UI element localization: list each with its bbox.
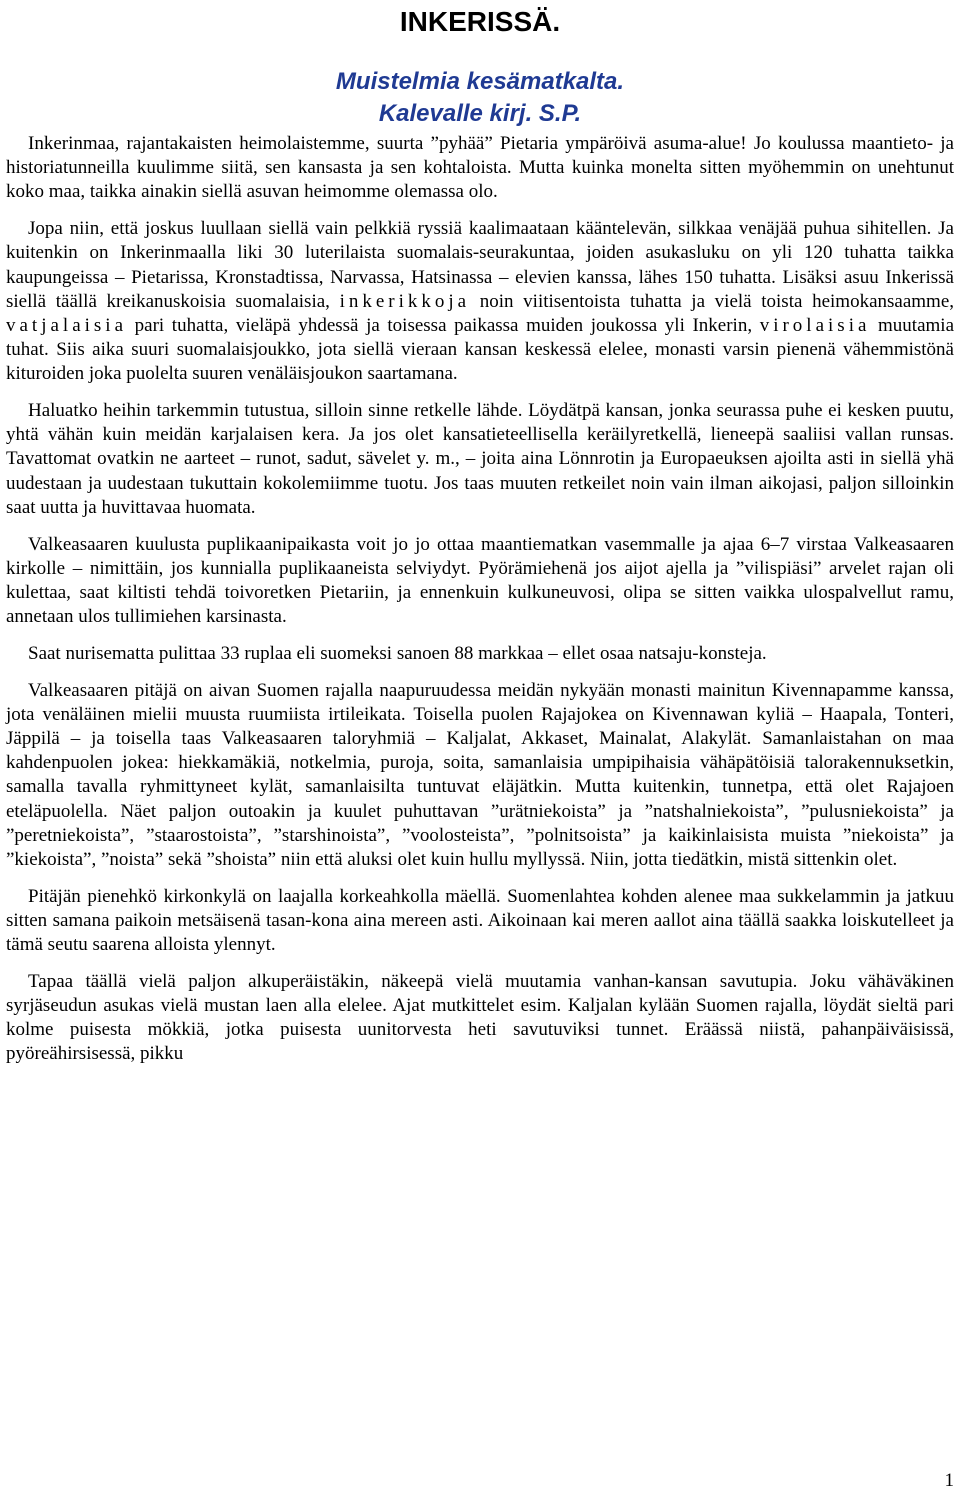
paragraph-parish bbox=[6, 679, 954, 873]
paragraph-village bbox=[6, 885, 954, 958]
emphasized-word: inkerikkoja bbox=[339, 290, 471, 312]
paragraph-text: Valkeasaaren pitäjä on aivan Suomen rajalla naapuruudessa meidän nykyään monasti mainitun Kivennapamme kanssa, jota venäläinen mielii muusta ruumiista irtileikata. Toisella puolen Rajajokea on Kivennawan kyliä – Haapala, Tonteri, Jäppilä – ja toisella taas Valkeasaaren taloryhmiä – Kaljalat, Akkaset, Mainalat, Alakylät. Samanlaistahan on maa kahdenpuolen jokea: hiekkamäkiä, notkelmia, puroja, soita, samanlaisia umpipihaisia vähäpätöisiä talorakennuksetkin, samalla tavalla ryhmittyneet kylät, samanlaisilta tuntuvat eläjätkin. Mutta kuitenkin, tunnetpa, että olet Rajajoen eteläpuolella. Näet paljon outoakin ja kuulet puhuttavan ”urätniekoista” ja ”natshalniekoista”, ”pulusniekoista” ja ”peretniekoista”, ”staarostoista”, ”starshinoista”, ”voolosteista”, ”polnitsoista” ja kaikinlaisista muista ”niekoista” ja ”kiekoista”, ”noista” sekä ”shoista” niin että aluksi olet kuin hullu myllyssä. Niin, jotta tiedätkin, mistä sittenkin olet. bbox=[6, 679, 954, 870]
page-number: 1 bbox=[944, 1470, 954, 1491]
document-page bbox=[6, 4, 954, 1079]
paragraph-text: muutamia tuhat. Siis aika suuri suomalaisjoukko, jota siellä vieraan kansan keskessä elelee, monasti varsin pienenä vähemmistönä kituroiden joka puolelta suuren venäläisjoukon saartamana. bbox=[6, 314, 954, 385]
document-title: INKERISSÄ. bbox=[399, 6, 561, 37]
paragraph-population bbox=[6, 217, 954, 386]
emphasized-word: vatjalaisia bbox=[6, 314, 128, 336]
paragraph-smoke-huts bbox=[6, 970, 954, 1067]
document-body bbox=[6, 132, 954, 1067]
emphasized-word: virolaisia bbox=[759, 314, 871, 336]
paragraph-text: noin viitisentoista tuhatta ja vielä toista heimokansaamme, bbox=[479, 290, 954, 312]
paragraph-intro bbox=[6, 132, 954, 205]
document-byline: Kalevalle kirj. S.P. bbox=[378, 100, 582, 127]
paragraph-text: Haluatko heihin tarkemmin tutustua, silloin sinne retkelle lähde. Löydätpä kansan, jonka seurassa puhe ei kesken puutu, yhtä vähän kuin meidän karjalaisen kera. Ja jos olet kansatieteellisella keräilyretkellä, lieneepä saaliisi vallan runsas. Tavattomat ovatkin ne aarteet – runot, sadut, sävelet y. m., – joita aina Lönnrotin ja Europaeuksen ajoilta asti in siellä yhä uudestaan ja uudestaan tukuttain kokolemiimme tuotu. Jos taas muuten retkeilet noin vain ilman aikojasi, paljon silloinkin saat uutta ja huvittavaa huomata. bbox=[6, 400, 954, 518]
paragraph-visit bbox=[6, 399, 954, 520]
paragraph-text: pari tuhatta, vieläpä yhdessä ja toisessa paikassa muiden joukossa yli Inkerin, bbox=[134, 314, 753, 336]
paragraph-fee bbox=[6, 642, 954, 666]
document-subtitle: Muistelmia kesämatkalta. bbox=[335, 68, 625, 95]
paragraph-text: Valkeasaaren kuulusta puplikaanipaikasta voit jo jo ottaa maantiematkan vasemmalle ja ajaa 6–7 virstaa Valkeasaaren kirkolle – nimittäin, jos kunnialla puplikaaneista selviydyt. Pyörämiehenä jos aijot ajella ja ”vilispiäsi” arvelet rajan oli kulettaa, saat kiltisti tehdä toivoretken Pietariin, ja ennenkuin kulkuneuvosi, olipa se sitten vaikka ulospalvellut ramu, annetaan ulos tullimiehen karsinasta. bbox=[6, 533, 954, 628]
paragraph-text: Saat nurisematta pulittaa 33 ruplaa eli suomeksi sanoen 88 markkaa – ellet osaa natsaju-konsteja. bbox=[28, 642, 767, 664]
paragraph-text: Inkerinmaa, rajantakaisten heimolaistemme, suurta ”pyhää” Pietaria ympäröivä asuma-alue! Jo koulussa maantieto- ja historiatunneilla kuulimme siitä, sen kansasta ja sen kohtaloista. Mutta kuinka monelta sitten myöhemmin on unehtunut koko maa, taikka ainakin siellä asuvan heimomme olemassa olo. bbox=[6, 133, 954, 203]
paragraph-text: Tapaa täällä vielä paljon alkuperäistäkin, näkeepä vielä muutamia vanhan-kansan savutupia. Joku vähäväkinen syrjäseudun asukas vielä mustan laen alla elelee. Ajat mutkittelet esim. Kaljalan kylään Suomen rajalla, löydät sieltä pari kolme puisesta mökkiä, jotka puisesta uunitorvesta heti savutuviksi tunnet. Eräässä niistä, pahanpäiväisissä, pyöreähirsisessä, pikku bbox=[6, 970, 954, 1065]
paragraph-route bbox=[6, 533, 954, 630]
paragraph-text: Jopa niin, että joskus luullaan siellä vain pelkkiä ryssiä kaalimaataan kääntelevän, silkkaa venäjää puhua sihitellen. Ja kuitenkin on Inkerinmaalla liki 30 luterilaista suomalais-seurakuntaa, joiden asukasluku on yli 120 tuhatta taikka kaupungeissa – Pietarissa, Kronstadtissa, Narvassa, Hatsinassa – elevien kanssa, lähes 150 tuhatta. Lisäksi asuu Inkerissä siellä täällä kreikanuskoisia suomalaisia, bbox=[6, 218, 954, 312]
paragraph-text: Pitäjän pienehkö kirkonkylä on laajalla korkeahkolla mäellä. Suomenlahtea kohden alenee maa sukkelammin ja jatkuu sitten samana paikoin metsäisenä tasan-kona aina mereen asti. Aikoinaan kai meren aallot aina täällä saakka loiskutelleet ja tämä seutu saarena alloista ylennyt. bbox=[6, 885, 954, 956]
